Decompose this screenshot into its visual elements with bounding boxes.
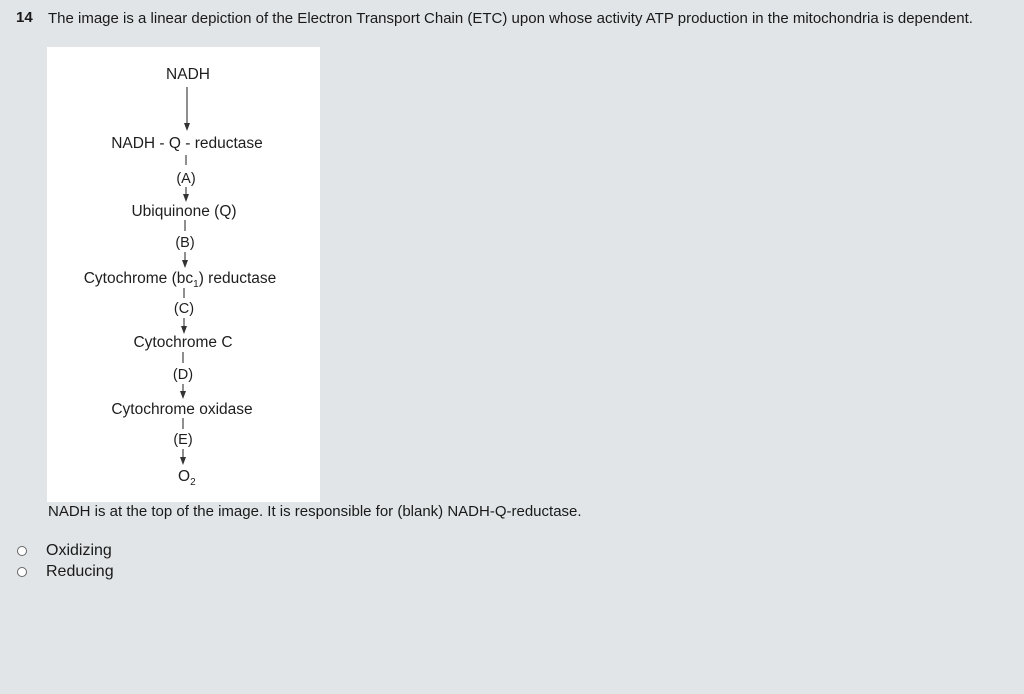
arrow-head [184,123,190,131]
label-c: (C) [173,301,195,317]
arrow-head [180,391,186,399]
question-prompt: NADH is at the top of the image. It is responsible for (blank) NADH-Q-reductase. [48,503,582,520]
arrow-head [183,194,189,202]
arrow-head [182,260,188,268]
node-cytochrome-bc1-label: Cytochrome (bc [83,270,194,287]
node-cytochrome-c: Cytochrome C [133,334,233,351]
radio-button[interactable] [17,567,27,577]
etc-diagram-svg [47,47,320,502]
node-cytochrome-bc1-subscript: 1 [193,279,199,290]
label-a: (A) [176,171,196,187]
node-nadh-q-reductase: NADH - Q - reductase [111,135,263,152]
answer-options [17,540,114,582]
arrow-head [180,457,186,465]
node-cytochrome-bc1-reductase [84,270,277,290]
option-label: Oxidizing [46,541,112,559]
node-cytochrome-bc1-label-end: ) reductase [198,270,277,287]
option-reducing[interactable] [17,561,114,582]
radio-button[interactable] [17,546,27,556]
label-b: (B) [175,235,195,251]
node-nadh: NADH [166,66,210,83]
node-ubiquinone: Ubiquinone (Q) [131,203,237,220]
label-e: (E) [173,432,193,448]
etc-diagram [47,47,320,502]
node-o2-label: O [178,468,191,485]
node-cytochrome-oxidase: Cytochrome oxidase [111,401,253,418]
arrow-head [181,326,187,334]
question-text: The image is a linear depiction of the Electron Transport Chain (ETC) upon whose activity ATP production in the mitochondria is dependent. [48,10,973,27]
node-o2-subscript: 2 [190,477,196,488]
option-oxidizing[interactable] [17,540,114,561]
label-d: (D) [172,367,194,383]
node-o2 [178,468,196,488]
question-number: 14 [16,9,33,26]
option-label: Reducing [46,562,114,580]
